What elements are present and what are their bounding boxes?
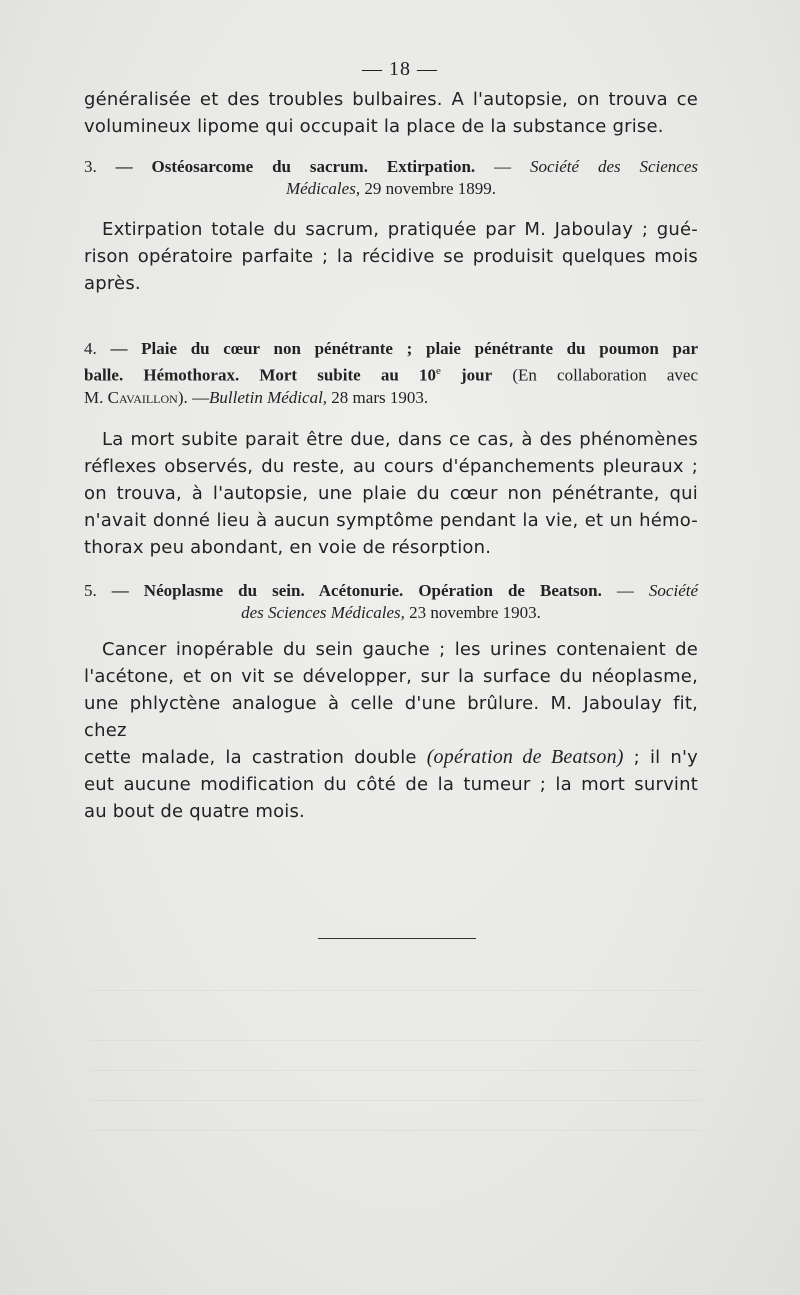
entry-3-dash: — <box>475 157 530 176</box>
entry-5-body-line-4a: cette malade, la castration double <box>84 747 427 768</box>
show-through-line <box>90 1070 700 1071</box>
entry-5-heading-line-1 <box>84 580 698 602</box>
entry-5-heading-line-2 <box>84 602 698 624</box>
entry-5-body-line-4-italic: (opération de Beatson) <box>426 746 624 768</box>
entry-4-heading <box>84 338 698 409</box>
entry-4-sup: e <box>435 365 441 377</box>
entry-5-dash: — <box>601 581 649 600</box>
entry-5-number: 5. <box>84 581 97 600</box>
entry-3-source-2: Médicales, <box>285 179 361 198</box>
entry-4-date: 28 mars 1903. <box>327 387 429 407</box>
entry-4-title-2-rest: (En collaboration avec <box>492 365 698 385</box>
entry-4-title-2: balle. Hémothorax. Mort subite au 10 <box>84 365 436 385</box>
entry-5-body <box>84 636 698 825</box>
entry-4-body-line-3: on trouva, à l'autopsie, une plaie du cœur non pénétrante, qui <box>84 483 698 504</box>
entry-5-body-line-1: Cancer inopérable du sein gauche ; les urines contenaient de <box>102 639 698 660</box>
entry-4-body-line-1: La mort subite parait être due, dans ce cas, à des phénomènes <box>102 429 698 450</box>
entry-4-heading-line-1 <box>84 338 698 360</box>
intro-line-2: volumineux lipome qui occupait la place de la substance grise. <box>84 116 664 137</box>
entry-5-body-line-3: une phlyctène analogue à celle d'une brûlure. M. Jaboulay fit, chez <box>84 693 698 741</box>
entry-4-number: 4. <box>84 339 97 358</box>
entry-3-body-line-3: après. <box>84 273 141 294</box>
section-end-rule <box>318 938 476 939</box>
show-through-line <box>90 1130 700 1131</box>
intro-line-1: généralisée et des troubles bulbaires. A l'autopsie, on trouva ce <box>84 89 698 110</box>
entry-3-heading-line-1 <box>84 156 698 178</box>
entry-4-heading-line-3 <box>84 387 698 409</box>
entry-4-body-line-5: thorax peu abondant, en voie de résorption. <box>84 537 492 558</box>
entry-4-title-2-end: jour <box>440 365 493 385</box>
entry-3-heading <box>84 156 698 200</box>
entry-5-body-line-6: au bout de quatre mois. <box>84 801 305 822</box>
entry-3-heading-line-2 <box>84 178 698 200</box>
entry-3-body-line-1: Extirpation totale du sacrum, pratiquée par M. Jaboulay ; gué- <box>102 219 698 240</box>
entry-3-date: 29 novembre 1899. <box>360 179 497 198</box>
entry-4-body-line-4: n'avait donné lieu à aucun symptôme pendant la vie, et un hémo- <box>84 510 698 531</box>
entry-5-body-line-2: l'acétone, et on vit se développer, sur la surface du néoplasme, <box>84 666 698 687</box>
entry-4-body-line-2: réflexes observés, du reste, au cours d'épanchements pleuraux ; <box>84 456 698 477</box>
entry-3-source-1: Société des Sciences <box>529 157 699 176</box>
entry-3-body-line-2: rison opératoire parfaite ; la récidive se produisit quelques mois <box>84 246 698 267</box>
entry-5-date: 23 novembre 1903. <box>404 603 541 622</box>
entry-5-body-line-5: eut aucune modification du côté de la tumeur ; la mort survint <box>84 774 698 795</box>
entry-4-title-1: — Plaie du cœur non pénétrante ; plaie pénétrante du poumon par <box>110 339 698 358</box>
show-through-line <box>90 990 700 991</box>
show-through-line <box>90 1040 700 1041</box>
entry-4-collab: M. Cavaillon). <box>84 387 188 407</box>
entry-5-heading <box>84 580 698 624</box>
entry-5-source-1: Société <box>648 581 699 600</box>
entry-4-body <box>84 426 698 561</box>
entry-4-heading-line-2 <box>84 360 698 387</box>
entry-5-body-line-4 <box>84 744 698 771</box>
entry-5-source-2: des Sciences Médicales, <box>241 603 405 622</box>
entry-4-source: Bulletin Médical, <box>209 387 328 407</box>
show-through-line <box>90 1100 700 1101</box>
entry-5-title: — Néoplasme du sein. Acétonurie. Opération de Beatson. <box>111 581 602 600</box>
entry-3-number: 3. <box>84 157 97 176</box>
entry-5-body-line-4b: ; il n'y <box>623 747 698 768</box>
entry-3-title: — Ostéosarcome du sacrum. Extirpation. <box>115 157 476 176</box>
entry-3-body <box>84 216 698 297</box>
page-number: — 18 — <box>362 58 438 80</box>
entry-4-dash: — <box>187 387 210 407</box>
intro-paragraph <box>84 86 698 140</box>
